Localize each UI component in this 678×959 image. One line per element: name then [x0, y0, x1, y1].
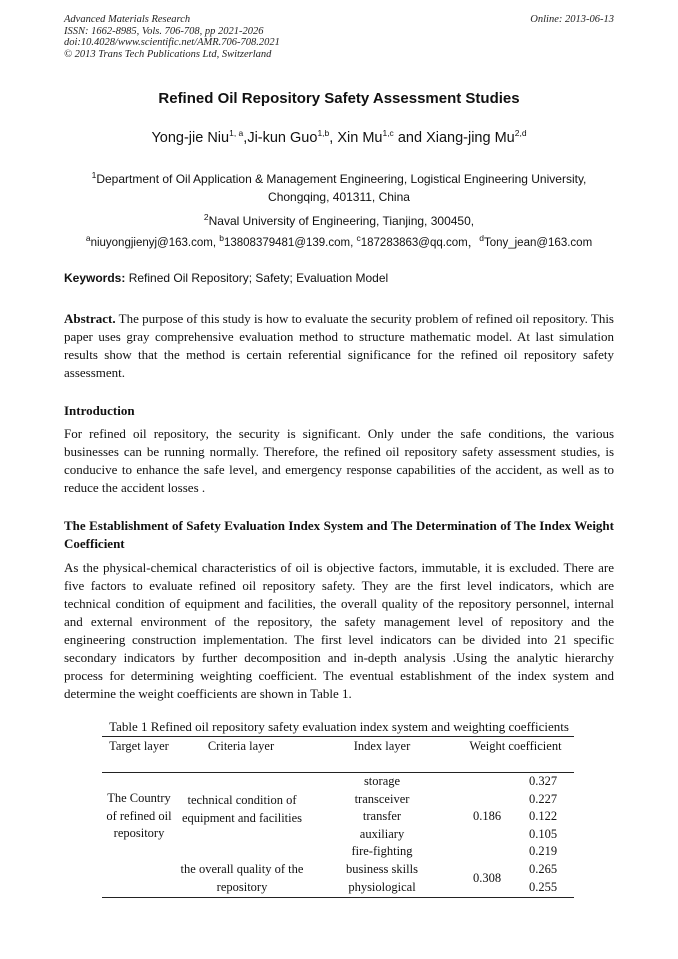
author-separator: and	[393, 129, 427, 146]
coef-cell: 0.219	[528, 844, 558, 859]
email-sup: a	[85, 233, 91, 243]
affiliation-text: Department of Oil Application & Management Engineering, Logistical Engineering University, Chongqing, 401311, China	[96, 172, 587, 204]
coef-cell: 0.327	[528, 774, 558, 788]
abstract-label: Abstract.	[64, 311, 116, 326]
journal-doi: doi:10.4028/www.scientific.net/AMR.706-708.2021	[64, 37, 280, 48]
author-name: Xiang-jing Mu	[426, 129, 515, 146]
online-date: Online: 2013-06-13	[530, 14, 614, 25]
author-sup: 2,d	[514, 128, 527, 138]
author-sup: 1, a	[229, 128, 244, 138]
table-bottom-rule	[102, 897, 574, 898]
author-name: Ji-kun Guo	[247, 129, 318, 146]
index-cell: transfer	[362, 809, 402, 824]
index-cell: business skills	[346, 862, 418, 876]
introduction-heading: Introduction	[64, 403, 135, 418]
group-weight-cell: 0.186	[472, 809, 502, 823]
group-weight-cell: 0.308	[472, 871, 502, 885]
header-weight-coefficient: Weight coefficient	[469, 739, 562, 753]
abstract-text: The purpose of this study is how to evaluate the security problem of refined oil repository. This paper uses gray comprehensive evaluation method to structure mathematic model. At last simulation results show that the method is certain referential significance for the refined oil repository safety assessment.	[64, 311, 614, 380]
email-address[interactable]: 13808379481@139.com	[223, 236, 351, 249]
journal-copyright: © 2013 Trans Tech Publications Ltd, Switzerland	[64, 48, 272, 60]
author-sup: 1,c	[382, 128, 394, 138]
coef-cell: 0.227	[528, 791, 558, 806]
journal-name: Advanced Materials Research	[64, 14, 191, 25]
author-separator: ,	[243, 129, 248, 146]
journal-header	[64, 14, 280, 60]
section-heading: The Establishment of Safety Evaluation Index System and The Determination of The Index Weight Coefficient	[64, 518, 614, 551]
table-caption: Table 1 Refined oil repository safety evaluation index system and weighting coefficients	[109, 719, 569, 734]
coef-cell: 0.255	[528, 879, 558, 894]
keywords-text: Refined Oil Repository; Safety; Evaluation Model	[128, 271, 389, 285]
email-sup: b	[219, 233, 224, 243]
email-separator: ,	[212, 236, 220, 249]
author-list	[0, 128, 678, 146]
affiliation-text: Naval University of Engineering, Tianjing, 300450,	[208, 214, 475, 228]
keywords	[64, 271, 388, 285]
email-address[interactable]: 187283863@qq.com	[360, 236, 468, 249]
email-address[interactable]: niuyongjienyj@163.com	[90, 236, 213, 249]
author-sup: 1,b	[317, 128, 330, 138]
section-text: As the physical-chemical characteristics of oil is objective factors, immutable, it is excluded. There are five factors to evaluate refined oil repository safety. They are the first level indicators, which are technical condition of equipment and facilities, the overall quality of the repository personnel, internal and external environment of the repository, the safety management level of repository and the engineering construction implementation. The first level indicators can be divided into 21 specific secondary indicators by further decomposition and in-depth analysis .Using the analytic hierarchy process for determining weighting coefficient. The eventual establishment of the index system and determine the weight coefficients are shown in Table 1.	[64, 560, 614, 701]
affiliation-2	[64, 208, 614, 230]
keywords-label: Keywords:	[64, 271, 126, 285]
header-target-layer: Target layer	[109, 739, 169, 753]
author-name: Xin Mu	[337, 129, 383, 146]
affiliation-sup: 1	[91, 170, 97, 180]
index-cell: physiological	[348, 879, 416, 894]
email-sup: d	[479, 233, 484, 243]
affiliation-1	[64, 166, 614, 206]
email-address[interactable]: Tony_jean@163.com	[483, 236, 593, 249]
affiliation-sup: 2	[203, 212, 209, 222]
coef-cell: 0.105	[528, 826, 558, 841]
index-cell: transceiver	[354, 791, 410, 806]
email-sup: c	[356, 233, 361, 243]
index-cell: storage	[363, 774, 401, 788]
header-index-layer: Index layer	[353, 739, 411, 753]
header-criteria-layer: Criteria layer	[207, 739, 275, 753]
author-separator: ,	[329, 129, 338, 146]
index-cell: auxiliary	[359, 826, 405, 841]
paper-title: Refined Oil Repository Safety Assessment Studies	[158, 90, 520, 107]
abstract	[64, 310, 614, 382]
coef-cell: 0.122	[528, 809, 558, 824]
email-list	[0, 233, 678, 250]
email-separator: ,	[350, 236, 357, 249]
criteria-cell: technical condition of equipment and facilities	[181, 793, 303, 825]
journal-issn: ISSN: 1662-8985, Vols. 706-708, pp 2021-2026	[64, 25, 264, 37]
criteria-cell: the overall quality of the repository	[180, 862, 304, 894]
target-layer-cell: The Country of refined oil repository	[106, 791, 172, 841]
index-cell: fire-fighting	[351, 844, 413, 859]
table-top-rule	[102, 736, 574, 737]
weight-table	[102, 736, 574, 898]
coef-cell: 0.265	[528, 862, 558, 876]
email-separator: ，	[467, 236, 480, 249]
author-name: Yong-jie Niu	[151, 129, 230, 146]
introduction-text: For refined oil repository, the security is significant. Only under the safe conditions, the various businesses can be running normally. Therefore, the refined oil repository safety assessment studies, is conducive to enhance the safe level, and emergency response capabilities of the accident, as well as to reduce the accident losses .	[64, 426, 614, 495]
